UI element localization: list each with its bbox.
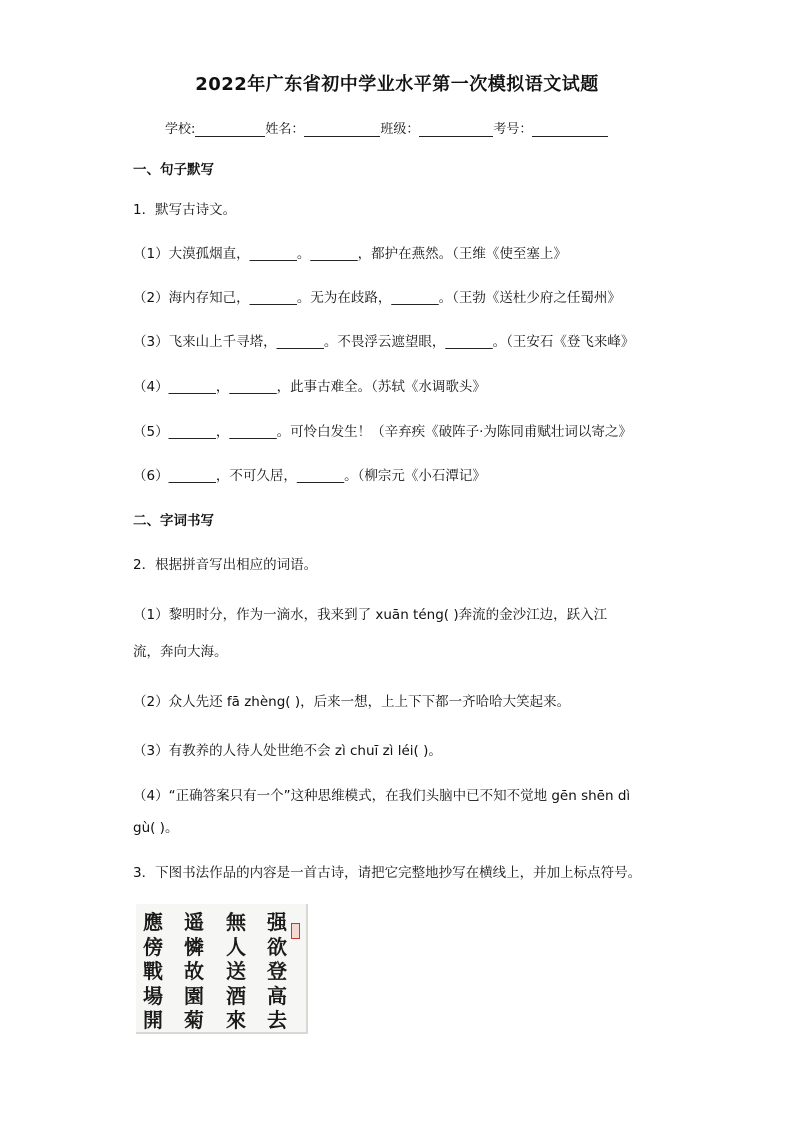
school-blank (195, 122, 265, 137)
class-label: 班级： (380, 122, 420, 137)
name-blank (304, 122, 380, 137)
question-1-stem: 1．默写古诗文。 (133, 202, 237, 218)
calligraphy-column-4: 强 欲 登 高 去 (267, 910, 287, 1032)
question-2-item-4-cont: gù( )。 (133, 820, 179, 836)
name-label: 姓名： (265, 122, 305, 137)
calligraphy-column-2: 遥 憐 故 園 菊 (184, 910, 204, 1032)
calligraphy-image (136, 904, 308, 1034)
question-1-item-4: （4）_______，_______，此事古难全。（苏轼《水调歌头》 (133, 379, 486, 395)
question-2-item-4: （4）“正确答案只有一个”这种思维模式，在我们头脑中已不知不觉地 gēn shēn dì (133, 788, 631, 804)
question-3-stem: 3．下图书法作品的内容是一首古诗，请把它完整地抄写在横线上，并加上标点符号。 (133, 865, 642, 881)
class-blank (419, 122, 493, 137)
school-label: 学校: (165, 122, 196, 137)
section-heading-1: 一、句子默写 (133, 162, 214, 178)
section-heading-2: 二、字词书写 (133, 513, 214, 529)
calligraphy-column-1: 應 傍 戰 場 開 (143, 910, 163, 1032)
student-info-line (165, 118, 608, 137)
question-2-stem: 2．根据拼音写出相应的词语。 (133, 557, 318, 573)
question-1-item-6: （6）_______，不可久居，_______。（柳宗元《小石潭记》 (133, 468, 486, 484)
exam-no-label: 考号： (493, 122, 533, 137)
page-title: 2022年广东省初中学业水平第一次模拟语文试题 (195, 74, 599, 95)
red-seal-stamp (291, 923, 300, 939)
question-2-item-1: （1）黎明时分，作为一滴水，我来到了 xuān téng( )奔流的金沙江边，跃入江 (133, 607, 608, 623)
calligraphy-column-3: 無 人 送 酒 來 (226, 910, 246, 1032)
question-1-item-5: （5）_______，_______。可怜白发生！（辛弃疾《破阵子·为陈同甫赋壮词以寄之》 (133, 424, 632, 440)
exam-no-blank (532, 122, 608, 137)
question-1-item-2: （2）海内存知己，_______。无为在歧路，_______。（王勃《送杜少府之任蜀州》 (133, 290, 621, 306)
question-2-item-3: （3）有教养的人待人处世绝不会 zì chuī zì léi( )。 (133, 743, 442, 759)
question-1-item-3: （3）飞来山上千寻塔，_______。不畏浮云遮望眼，_______。（王安石《登飞来峰》 (133, 334, 635, 350)
question-1-item-1: （1）大漠孤烟直，_______。_______，都护在燕然。（王维《使至塞上》 (133, 246, 567, 262)
question-2-item-1-cont: 流，奔向大海。 (133, 644, 228, 660)
question-2-item-2: （2）众人先还 fā zhèng( )，后来一想，上上下下都一齐哈哈大笑起来。 (133, 694, 571, 710)
